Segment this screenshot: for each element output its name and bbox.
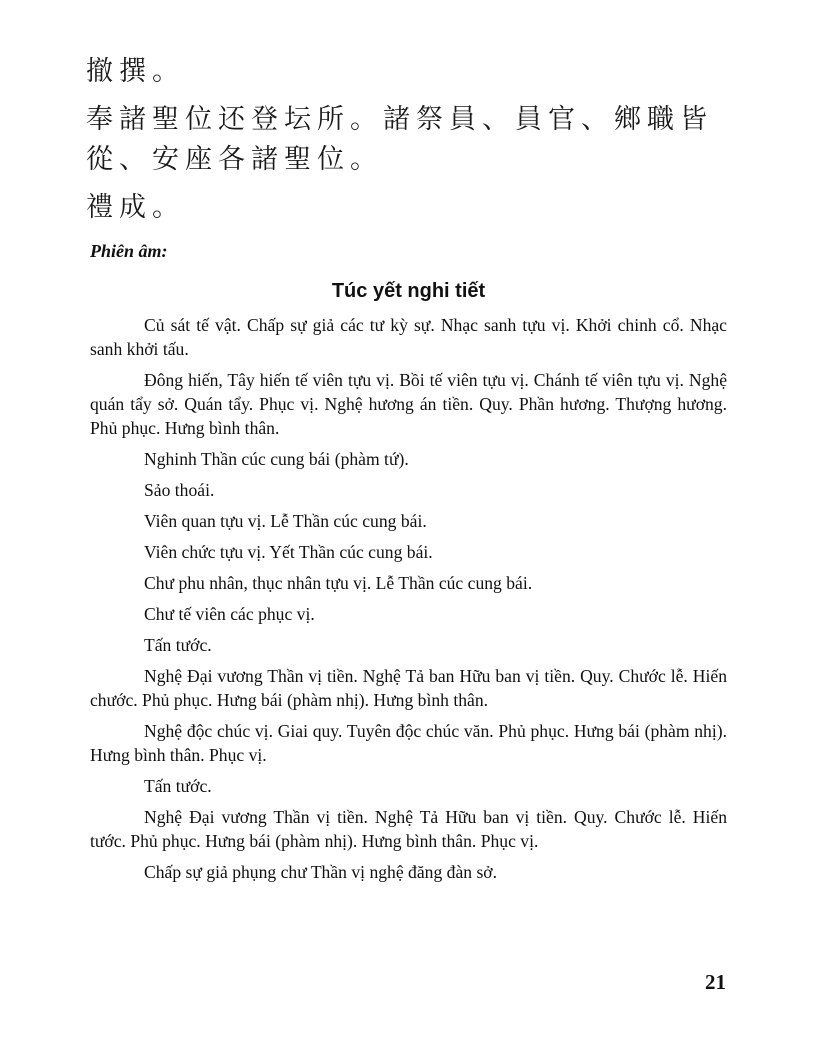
paragraph-5: Viên quan tựu vị. Lễ Thần cúc cung bái.: [144, 511, 427, 531]
han-line-2: 奉諸聖位还登坛所。諸祭員、員官、鄉職皆: [86, 104, 713, 135]
paragraph-2: Đông hiến, Tây hiến tế viên tựu vị. Bồi tế viên tựu vị. Chánh tế viên tựu vị. Nghệ quán tẩy sở. Quán tẩy. Phục vị. Nghệ hương án tiền. Quy. Phần hương. Thượng hương. Phủ phục. Hưng bình thân.: [90, 370, 727, 438]
paragraph-7: Chư phu nhân, thục nhân tựu vị. Lễ Thần cúc cung bái.: [144, 573, 533, 593]
paragraph-13: Nghệ Đại vương Thần vị tiền. Nghệ Tả Hữu ban vị tiền. Quy. Chước lễ. Hiến tước. Phủ phục. Hưng bái (phàm nhị). Hưng bình thân. Phục vị.: [90, 807, 727, 851]
classical-chinese-text: [86, 52, 736, 228]
paragraph-1: Củ sát tế vật. Chấp sự giả các tư kỳ sự. Nhạc sanh tựu vị. Khởi chinh cổ. Nhạc sanh khởi tấu.: [90, 315, 727, 359]
paragraph-12: Tấn tước.: [144, 776, 212, 796]
han-line-1: 撤撰。: [86, 56, 185, 87]
paragraph-14: Chấp sự giả phụng chư Thần vị nghệ đăng đàn sở.: [144, 862, 497, 882]
paragraph-11: Nghệ độc chúc vị. Giai quy. Tuyên độc chúc văn. Phủ phục. Hưng bái (phàm nhị). Hưng bình thân. Phục vị.: [90, 721, 727, 765]
section-label: Phiên âm:: [90, 241, 168, 261]
paragraph-8: Chư tế viên các phục vị.: [144, 604, 315, 624]
paragraph-10: Nghệ Đại vương Thần vị tiền. Nghệ Tả ban Hữu ban vị tiền. Quy. Chước lễ. Hiến chước. Phủ phục. Hưng bái (phàm nhị). Hưng bình thân.: [90, 666, 727, 710]
paragraph-9: Tấn tước.: [144, 635, 212, 655]
han-line-3: 從、安座各諸聖位。: [86, 144, 383, 175]
transliteration-body: [90, 313, 727, 891]
han-line-4: 禮成。: [86, 192, 185, 223]
paragraph-4: Sảo thoái.: [144, 480, 215, 500]
paragraph-6: Viên chức tựu vị. Yết Thần cúc cung bái.: [144, 542, 433, 562]
section-title: Túc yết nghi tiết: [331, 280, 486, 302]
page-number: 21: [705, 970, 726, 994]
paragraph-3: Nghinh Thần cúc cung bái (phàm tứ).: [144, 449, 409, 469]
